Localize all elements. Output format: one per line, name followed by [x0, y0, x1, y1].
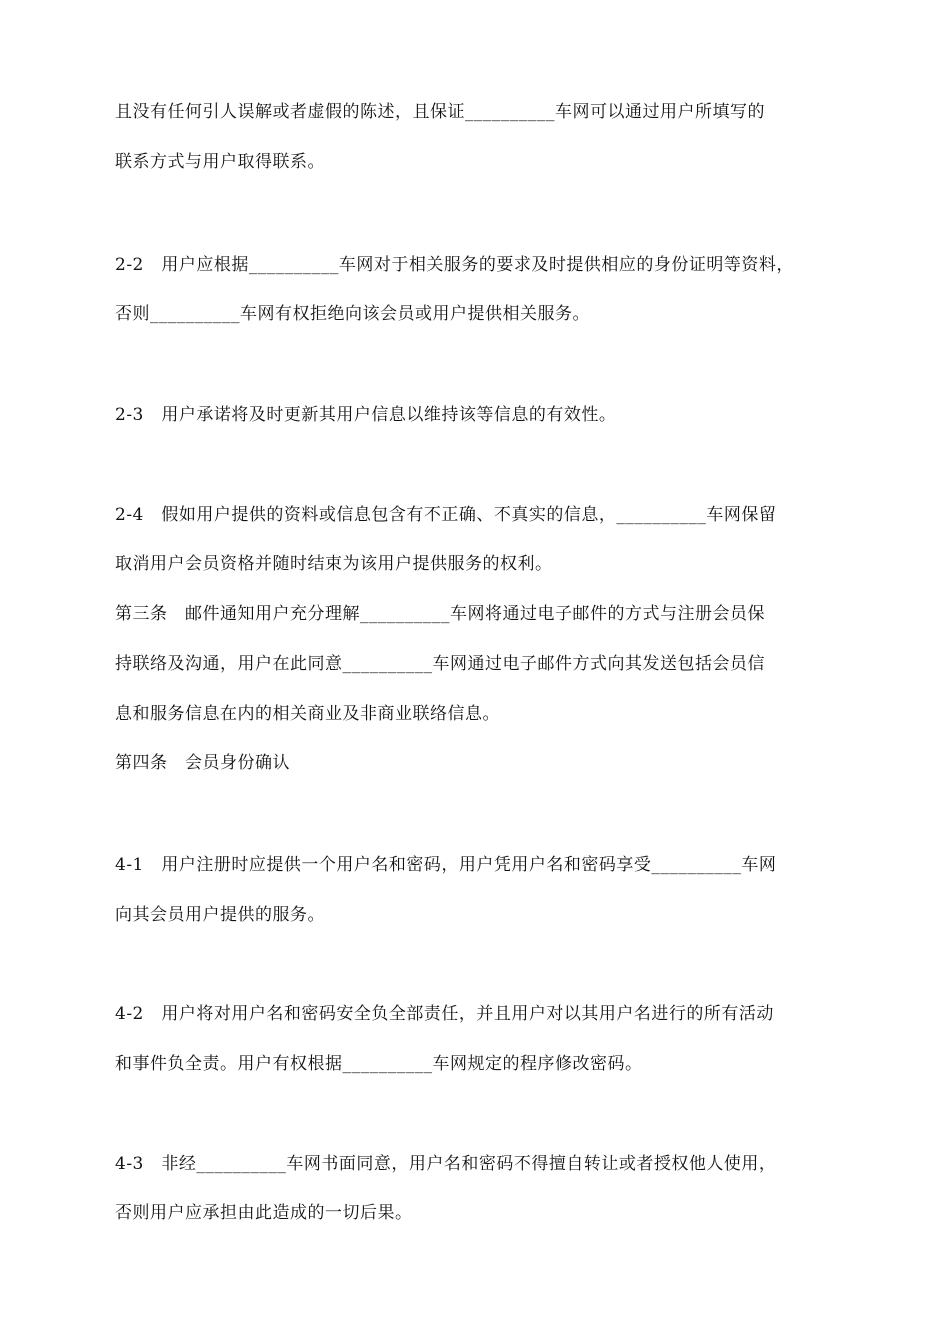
clause-2-4-line-1: 2-4 假如用户提供的资料或信息包含有不正确、不真实的信息，__________车网保留	[115, 505, 777, 525]
clause-4-3-line-1: 4-3 非经__________车网书面同意，用户名和密码不得擅自转让或者授权他人使用，	[115, 1154, 777, 1174]
clause-4-2-line-1: 4-2 用户将对用户名和密码安全负全部责任，并且用户对以其用户名进行的所有活动	[115, 1004, 774, 1024]
text-line-1: 且没有任何引人误解或者虚假的陈述，且保证__________车网可以通过用户所填写的	[115, 102, 765, 122]
clause-4-1-line-2: 向其会员用户提供的服务。	[115, 905, 325, 925]
article-3-line-1: 第三条 邮件通知用户充分理解__________车网将通过电子邮件的方式与注册会员保	[115, 604, 765, 624]
text-line-2: 联系方式与用户取得联系。	[115, 152, 325, 172]
clause-2-3: 2-3 用户承诺将及时更新其用户信息以维持该等信息的有效性。	[115, 405, 617, 425]
clause-4-2-line-2: 和事件负全责。用户有权根据__________车网规定的程序修改密码。	[115, 1054, 643, 1074]
article-4-heading: 第四条 会员身份确认	[115, 753, 290, 773]
article-3-line-2: 持联络及沟通，用户在此同意__________车网通过电子邮件方式向其发送包括会员信	[115, 654, 765, 674]
clause-4-3-line-2: 否则用户应承担由此造成的一切后果。	[115, 1203, 413, 1223]
clause-2-2-line-1: 2-2 用户应根据__________车网对于相关服务的要求及时提供相应的身份证明等资料，	[115, 255, 794, 275]
article-3-line-3: 息和服务信息在内的相关商业及非商业联络信息。	[115, 704, 500, 724]
clause-2-2-line-2: 否则__________车网有权拒绝向该会员或用户提供相关服务。	[115, 304, 590, 324]
clause-2-4-line-2: 取消用户会员资格并随时结束为该用户提供服务的权利。	[115, 554, 553, 574]
clause-4-1-line-1: 4-1 用户注册时应提供一个用户名和密码，用户凭用户名和密码享受__________车网	[115, 855, 777, 875]
